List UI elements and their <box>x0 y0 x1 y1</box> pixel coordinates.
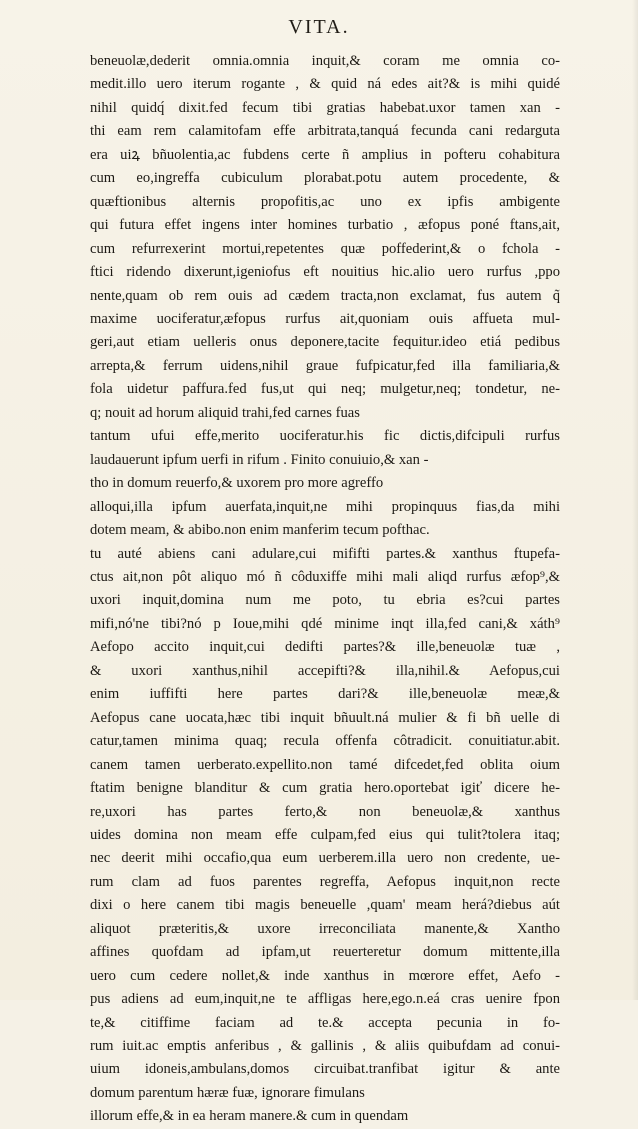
text-line: nente,quam ob rem ouis ad cædem tracta,non exclamat, fus autem q̃ <box>90 287 560 304</box>
text-line: nihil quidq́ dixit.fed fecum tibi gratias habebat.uxor tamen xan - <box>90 99 560 116</box>
text-line: & uxori xanthus,nihil accepifti?& illa,nihil.& Aefopus,cui <box>90 662 560 679</box>
text-line: cum refurrexerint mortui,repetentes quæ poffederint,& o fchola - <box>90 240 560 257</box>
text-line: canem tamen uerberato.expellito.non tamé difcedet,fed oblita oium <box>90 756 560 773</box>
page-edge-shadow <box>632 0 638 1000</box>
text-line: uxori inquit,domina num me poto, tu ebria es?cui partes <box>90 592 560 609</box>
text-line: rum iuit.ac emptis anferibus , & gallinis , & aliis quibufdam ad conui- <box>90 1038 560 1055</box>
text-line: uero cum cedere nollet,& inde xanthus in mœrore effet, Aefo - <box>90 967 560 984</box>
text-line: tho in domum reuerfo,& uxorem pro more agreffo <box>90 475 384 492</box>
text-line: laudauerunt ipfum uerfi in rifum . Finito conuiuio,& xan - <box>90 451 429 468</box>
text-line: arrepta,& ferrum uidens,nihil graue fufpicatur,fed illa familiaria,& <box>90 357 560 374</box>
text-line: ftici ridendo dixerunt,igeniofus eft nouitius hic.alio uero rurfus ,ppo <box>90 264 560 281</box>
text-line: Aefopo accito inquit,cui dedifti partes?& ille,beneuolæ tuæ , <box>90 639 560 656</box>
body-text <box>90 50 560 1129</box>
text-line: fola uidetur paffura.fed fus,ut qui neq; mulgetur,neq; tondetur, ne- <box>90 381 560 398</box>
text-line: illorum effe,& in ea heram manere.& cum in quendam <box>90 1108 409 1125</box>
text-line: quæftionibus alternis propofitis,ac uno ex ipfis ambigente <box>90 193 560 210</box>
text-line: q; nouit ad horum aliquid trahi,fed carnes fuas <box>90 404 360 421</box>
text-line: nec deerit mihi occafio,qua eum uerberem.illa uero non credente, ue- <box>90 850 560 867</box>
text-line: dotem meam, & abibo.non enim manferim tecum pofthac. <box>90 522 430 539</box>
text-line: cum eo,ingreffa cubiculum plorabat.potu autem procedente, & <box>90 170 560 187</box>
text-line: rum clam ad fuos parentes regreffa, Aefopus inquit,non recte <box>90 873 560 890</box>
text-line: tantum ufui effe,merito uociferatur.his fic dictis,difcipuli rurfus <box>90 428 560 445</box>
text-line: catur,tamen minima quaq; recula offenfa côtradicit. conuitiatur.abit. <box>90 733 560 750</box>
text-line: uium idoneis,ambulans,domos circuibat.tranfibat igitur & ante <box>90 1061 560 1078</box>
text-line: domum parentum hæræ fuæ, ignorare fimulans <box>90 1084 365 1101</box>
text-line: alloqui,illa ipfum auerfata,inquit,ne mihi propinquus fias,da mihi <box>90 498 560 515</box>
text-line: dixi o here canem tibi magis beneuelle ,quam' meam herá?diebus aút <box>90 897 560 914</box>
text-line: era uiꝝ bñuolentia,ac fubdens certe ñ amplius in pofteru cohabitura <box>90 146 560 163</box>
text-line: pus adiens ad eum,inquit,ne te affligas here,ego.n.eá cras uenire fpon <box>90 991 560 1008</box>
text-line: geri,aut etiam uelleris onus deponere,tacite fequitur.ideo etiá pedibus <box>90 334 560 351</box>
text-line: Aefopus cane uocata,hæc tibi inquit bñuult.ná mulier & fi bñ uelle di <box>90 709 560 726</box>
text-line: qui futura effet ingens inter homines turbatio , æfopus poné ftans,ait, <box>90 217 560 234</box>
text-line: mifi,nó'ne tibi?nó p Ioue,mihi qdé minime inqt illa,fed cani,& xáth⁹ <box>90 615 560 632</box>
text-line: te,& citiffime faciam ad te.& accepta pecunia in fo- <box>90 1014 560 1031</box>
text-line: enim iuffifti here partes dari?& ille,beneuolæ meæ,& <box>90 686 560 703</box>
text-line: medit.illo uero iterum rogante , & quid ná edes ait?& is mihi quidé <box>90 76 560 93</box>
text-line: ftatim benigne blanditur & cum gratia hero.oportebat igiť dicere he- <box>90 780 560 797</box>
text-line: re,uxori has partes ferto,& non beneuolæ,& xanthus <box>90 803 560 820</box>
running-head: VITA. <box>288 16 350 38</box>
text-line: thi eam rem calamitofam effe arbitrata,tanquá fecunda cani redarguta <box>90 123 560 140</box>
text-line: tu auté abiens cani adulare,cui mififti partes.& xanthus ftupefa- <box>90 545 560 562</box>
text-line: affines quofdam ad ipfam,ut reuerteretur domum mittente,illa <box>90 944 560 961</box>
text-line: maxime uociferatur,æfopus rurfus ait,quoniam ouis affueta mul- <box>90 310 560 327</box>
text-line: beneuolæ,dederit omnia.omnia inquit,& coram me omnia co- <box>90 53 560 69</box>
text-line: aliquot præteritis,& uxore irreconciliata manente,& Xantho <box>90 920 560 937</box>
text-line: uides domina non meam effe culpam,fed eius qui tulit?tolera itaq; <box>90 826 560 843</box>
text-line: ctus ait,non pôt aliquo mó ñ côduxiffe mihi mali aliqd rurfus æfop⁹,& <box>90 568 560 585</box>
